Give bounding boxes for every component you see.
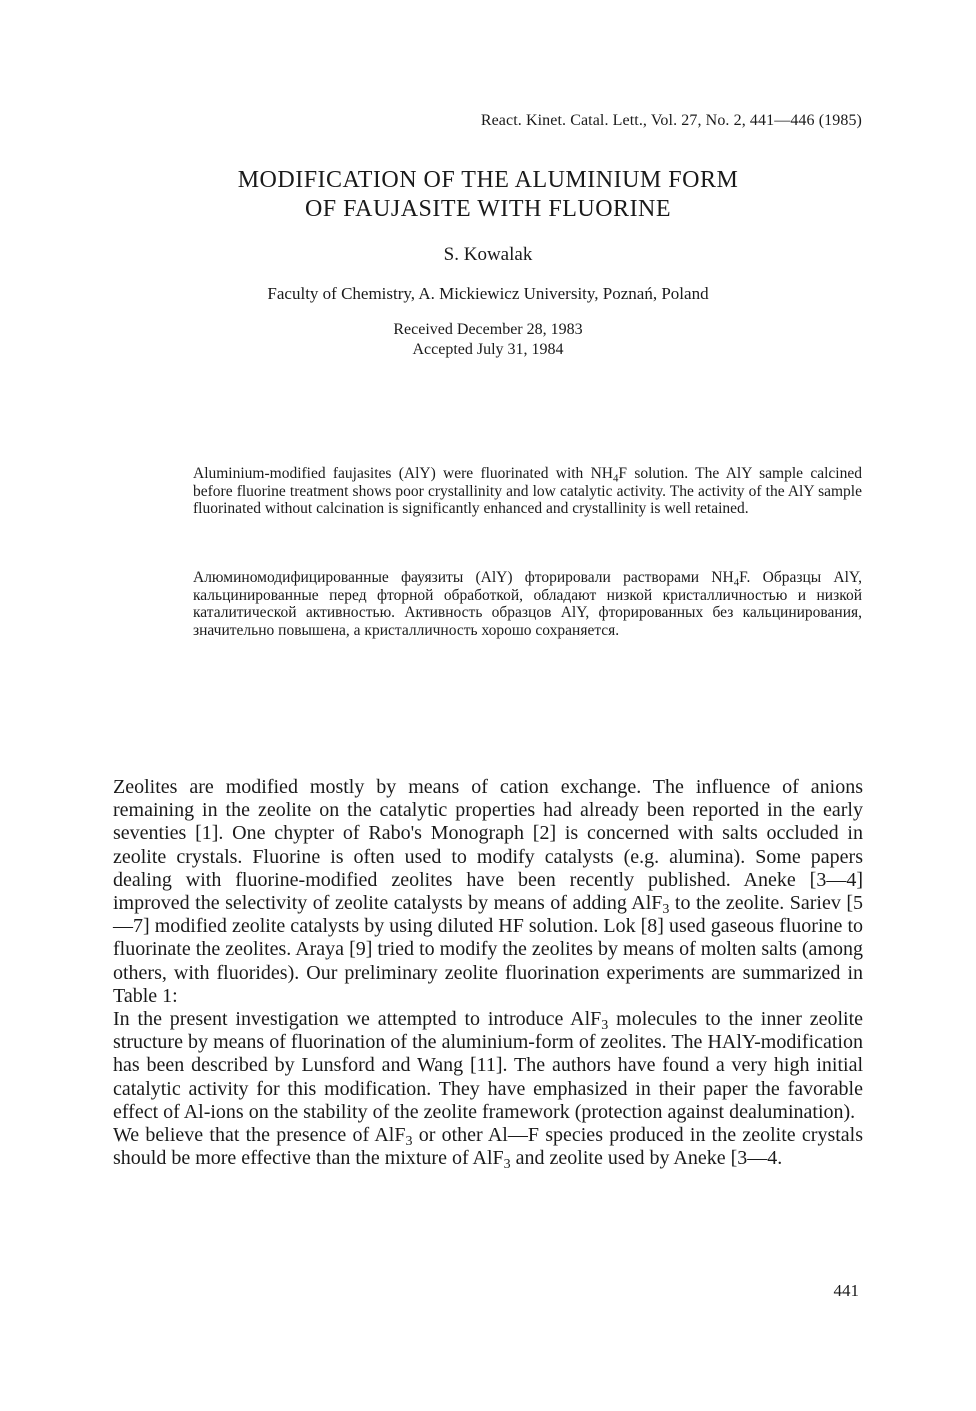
abstract-en-text-1: Aluminium-modified faujasites (AlY) were fluorinated with NH <box>193 465 613 482</box>
paper-title <box>0 166 976 224</box>
p3-subscript-1: 3 <box>405 1134 413 1150</box>
author-name: S. Kowalak <box>443 244 533 265</box>
abstract-ru-subscript: 4 <box>733 576 740 589</box>
abstract-en-subscript: 4 <box>613 472 619 485</box>
p1-subscript: 3 <box>662 902 670 918</box>
title-line-2: OF FAUJASITE WITH FLUORINE <box>304 196 672 222</box>
abstract-ru-text-2: F. Образцы AlY, кальцинированные перед фторной обработкой, обладают низкой кристалличностью и низкой каталитической активностью. Активность образцов AlY, фторированных без кальцинирования, значительно повышена, а кристалличность хорошо сохраняется. <box>193 569 862 639</box>
submission-dates <box>0 320 976 360</box>
p3-text-b: or other Al—F species produced in the zeolite crystals should be more effective than the mixture of AlF <box>113 1124 864 1170</box>
abstract-english <box>193 465 862 518</box>
body-paragraph-1 <box>113 776 863 1008</box>
author-affiliation: Faculty of Chemistry, A. Mickiewicz University, Poznań, Poland <box>267 284 709 303</box>
p1-text-a: Zeolites are modified mostly by means of cation exchange. The influence of anions remaining in the zeolite on the catalytic properties had already been reported in the early seventies [1]. One chypter of Rabo's Monograph [2] is concerned with salts occluded in zeolite crystals. Fluorine is often used to modify catalysts (e.g. alumina). Some papers dealing with fluorine-modified zeolites have been recently published. Aneke [3—4] improved the selectivity of zeolite catalysts by means of adding AlF <box>113 776 863 915</box>
body-paragraph-2 <box>113 1008 863 1124</box>
p3-text-a: We believe that the presence of AlF <box>113 1124 406 1147</box>
body-paragraph-3 <box>113 1124 864 1173</box>
journal-citation: React. Kinet. Catal. Lett., Vol. 27, No. 2, 441—446 (1985) <box>480 112 862 129</box>
title-line-1: MODIFICATION OF THE ALUMINIUM FORM <box>237 167 739 193</box>
p3-text-c: and zeolite used by Aneke [3—4. <box>510 1147 783 1170</box>
received-date: Received December 28, 1983 <box>393 321 583 338</box>
body-text <box>113 776 864 1173</box>
p3-subscript-2: 3 <box>503 1157 511 1173</box>
abstract-russian <box>193 569 862 639</box>
page-number: 441 <box>833 1281 859 1300</box>
accepted-date: Accepted July 31, 1984 <box>412 341 564 358</box>
p1-text-b: to the zeolite. Sariev [5—7] modified zeolite catalysts by using diluted HF solution. Lok [8] used gaseous fluorine to fluorinate the zeolites. Araya [9] tried to modify the zeolites by means of molten salts (among others, with fluorides). Our preliminary zeolite fluorination experiments are summarized in Table 1: <box>113 892 863 1007</box>
p2-text-b: molecules to the inner zeolite structure by means of fluorination of the aluminium-form of zeolites. The HAlY-modification has been described by Lunsford and Wang [11]. The authors have found a very high initial catalytic activity for this modification. They have emphasized in their paper the favorable effect of Al-ions on the stability of the zeolite framework (protection against dealumination). <box>113 1008 864 1123</box>
p2-subscript: 3 <box>601 1018 609 1034</box>
p2-text-a: In the present investigation we attempted to introduce AlF <box>113 1008 602 1031</box>
abstract-en-text-2: F solution. The AlY sample calcined before fluorine treatment shows poor crystallinity and low catalytic activity. The activity of the AlY sample fluorinated without calcination is significantly enhanced and crystallinity is well retained. <box>193 465 862 517</box>
abstract-ru-text-1: Алюминомодифицированные фауязиты (AlY) фторировали растворами NH <box>193 569 734 586</box>
